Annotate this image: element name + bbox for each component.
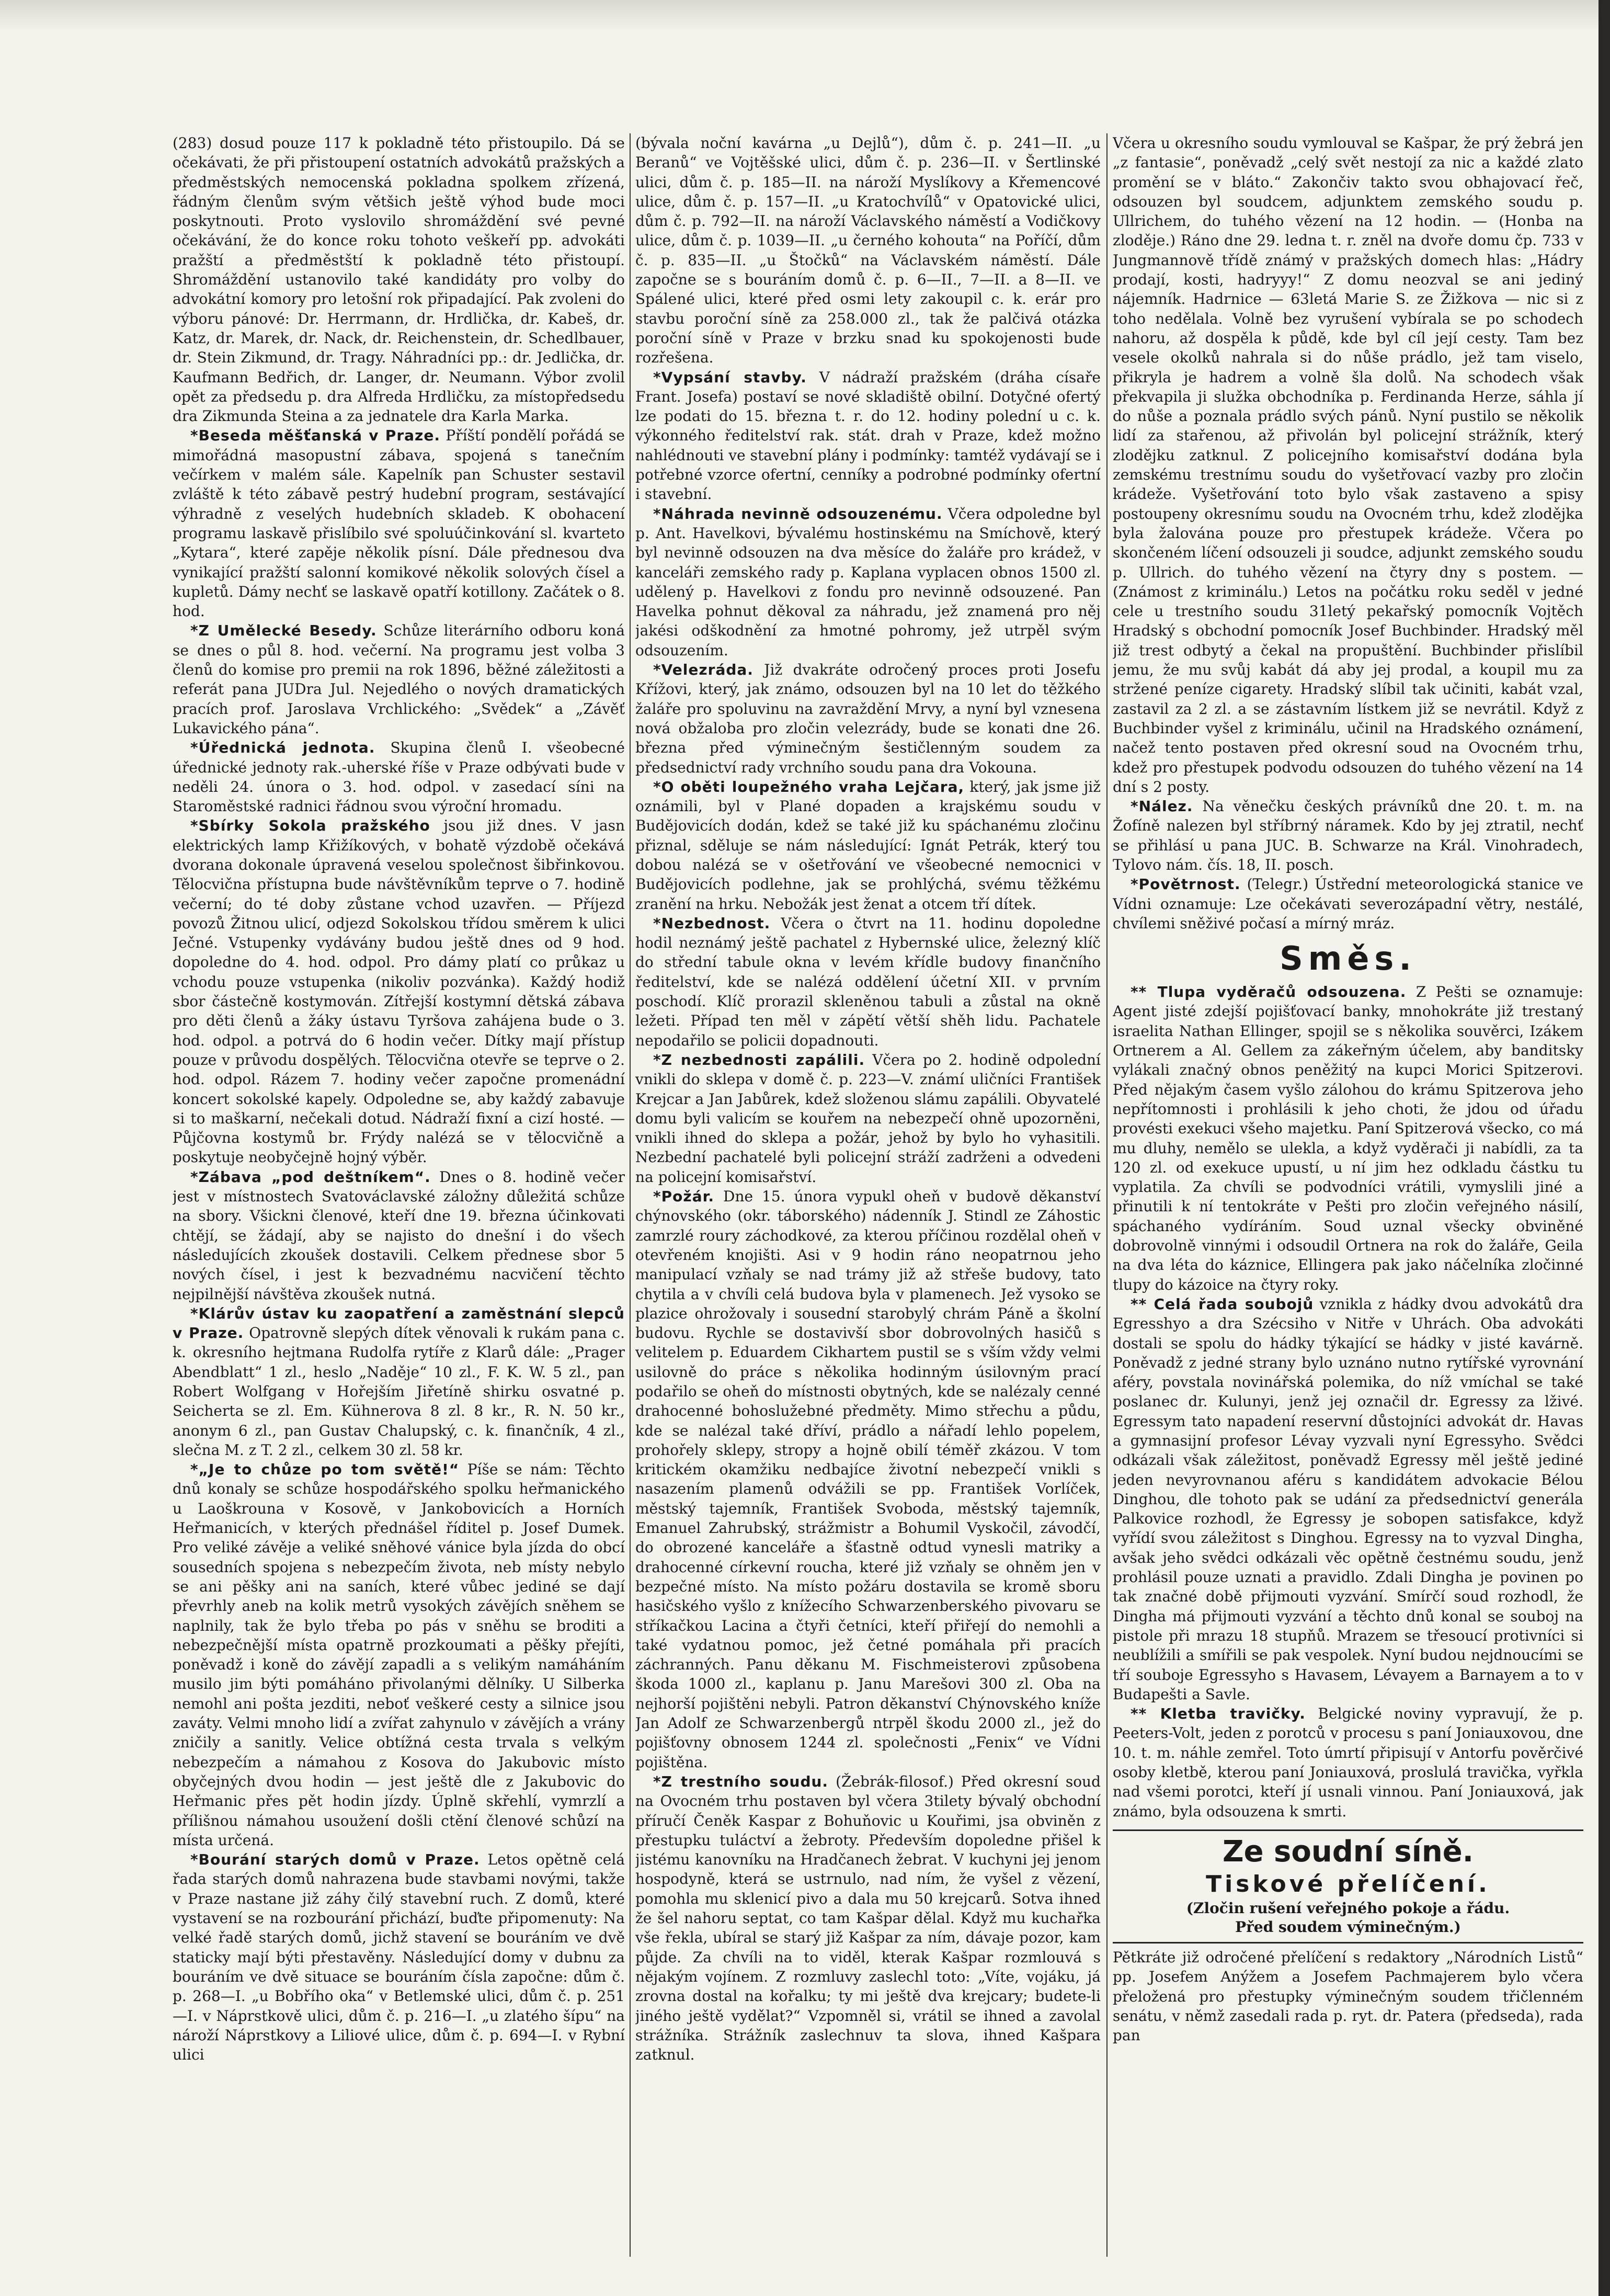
article-paragraph: [173, 426, 625, 621]
article-headline: *Klárův ústav ku zaopatření a zaměstnání slepců v Praze.: [173, 1304, 625, 1342]
article-text: Již dvakráte odročený proces proti Josefu Křížovi, který, jak známo, odsouzen byl na 10 let do těžkého žaláře pro spoluvinu na zavraždění Mrvy, a nyní byl vznesena nová obžaloba pro zločin velezrády, bude se konati dne 26. března před výminečným šestičlenným soudem za předsednictví rady vrchního soudu pana dra Vokouna.: [635, 661, 1101, 776]
article-headline: *Bourání starých domů v Praze.: [190, 1851, 480, 1869]
article-paragraph: [173, 1850, 625, 2064]
article-text: Píše se nám: Těchto dnů konaly se schůze hospodářského spolku heřmanického u Laoškrouna v Kosově, v Jankobovicích a Horních Heřmanicích, v kterých přednášel říditel p. Josef Dumek. Pro veliké závěje a veliké sněhové vánice byla jízda do obcí sousedních spojena s nebezpečím života, neb místy nebylo se ani pěšky ani na saních, které vůbec jediné se dají převrhly aneb na kolik metrů vysokých závějích sněhem se naplnily, tak že bylo třeba po pás v sněhu se broditi a nebezpečnější místa opatrně prozkoumati a pěšky přejíti, poněvadž i koně do závějí zapadli a s velikým namáháním musilo jim býti pomáháno přivolanými dělníky. U Silberka nemohl ani pošta jezditi, neboť veškeré cesty a silnice jsou zaváty. Velmi mnoho lidí a zvířat zahynulo v závějích a vrány zničily a sanitly. Velice obtížná cesta trvala s velkým nebezpečím a námahou z Kosova do Jakubovic místo obyčejných dvou hodin — jest ještě dle z Jakubovic do Heřmanic přes pět hodin jízdy. Úplně skřehlí, vymrzlí a přílišnou námahou usoužení došli ctění členové schůzí na místa určená.: [173, 1461, 625, 1849]
article-headline: *Úřednická jednota.: [190, 739, 375, 757]
article-paragraph: [1113, 874, 1583, 933]
article-text: Skupina členů I. všeobecné úřednické jednoty rak.-uherské říše v Praze odbývati bude v neděli 24. února o 3. hod. odpol. v zasedací síni na Staroměstské radnici řádnou svou výroční hromadu.: [173, 739, 625, 815]
article-text: (Telegr.) Ústřední meteorologická stanice ve Vídni oznamuje: Lze očekávati severozápadní větry, nestálé, chvílemi sněživé počasí a mírný mráz.: [1113, 876, 1583, 932]
article-headline: *Nález.: [1131, 798, 1193, 815]
article-paragraph: [1113, 1704, 1583, 1821]
article-text: Včera po 2. hodině odpolední vnikli do sklepa v domě č. p. 223—V. známí uličníci František Krejcar a Jan Jabůrek, kdež složenou slámu zapálili. Obyvatelé domu byli valicím se kouřem na nebezpečí ohně upozorněni, vnikli ihned do sklepa a požár, jehož by bylo ho vyhasitili. Nezbední pachatelé byli policejní stráží zadrženi a odvedeni na policejní komisařství.: [635, 1051, 1101, 1186]
article-paragraph: [635, 1187, 1101, 1772]
article-paragraph: [635, 914, 1101, 1050]
article-headline: ** Tlupa vyděračů odsouzena.: [1131, 983, 1407, 1001]
article-headline: *Beseda měšťanská v Praze.: [190, 427, 440, 445]
article-text: Dnes o 8. hodině večer jest v místnostech Svatováclavské záložny důležitá schůze na sbory. Všickni členové, kteří dne 19. března účinkovati chtějí, se žádají, aby se najisto do dnešní i do všech následujících zkoušek dostavili. Celkem přednese sbor 5 nových čísel, i jest k bezvadnému nacvičení těchto nejpilnější návštěva zkoušek nutná.: [173, 1168, 625, 1303]
article-paragraph: [635, 133, 1101, 368]
article-paragraph: [173, 1167, 625, 1304]
article-paragraph: [173, 738, 625, 816]
article-text: Letos opětně celá řada starých domů nahrazena bude stavbami novými, takže v Praze nastane již záhy čilý stavební ruch. Z domů, které vystavení se na rozbourání přichází, buďte připomenuty: Na velké řadě starých domů, jichž stavení se bouráním ve dvě staticky mají býti přestavěny. Následující domy v dubnu za bouráním ve dvě situace se bouráním čísla započne: dům č. p. 268—I. „u Bobřího oka“ v Betlemské ulici, dům č. p. 251—I. v Náprstkově ulici, dům č. p. 216—I. „u zlatého šípu“ na nároží Náprstkovy a Liliové ulice, dům č. p. 694—I. v Rybní ulici: [173, 1851, 625, 2064]
article-paragraph: [1113, 133, 1583, 797]
article-text: (bývala noční kavárna „u Dejlů“), dům č. p. 241—II. „u Beranů“ ve Vojtěšské ulici, dům č. p. 236—II. v Šertlinské ulici, dům č. p. 185—II. na nároží Myslíkovy a Křemencové ulice, dům č. p. 157—II. „u Kratochvílů“ v Opatovické ulici, dům č. p. 792—II. na nároží Václavského náměstí a Vodičkovy ulice, dům č. p. 1039—II. „u černého kohouta“ na Poříčí, dům č. p. 835—II. „u Štočků“ na Václavském náměstí. Dále započne se s bouráním domů č. p. 6—II., 7—II. a 8—II. ve Spálené ulici, které před osmi lety zakoupil c. k. erár pro stavbu poroční síně za 258.000 zl., tak že palčivá otázka poroční síně v Praze v brzku snad ku spokojenosti bude rozřešena.: [635, 134, 1101, 367]
article-headline: *O oběti loupežného vraha Lejčara,: [653, 778, 965, 795]
column-3: [1113, 133, 1583, 2275]
article-text: vznikla z hádky dvou advokátů dra Egresshyo a dra Szécsiho v Nitře v Uhrách. Oba advokáti dostali se spolu do hádky týkající se hádky v jisté kavárně. Poněvadž z jedné strany bylo uznáno nutno rytířské vyrovnání aféry, povstala novinářská polemika, do níž vmíchal se také poslanec dr. Kulunyi, jenž jej označil dr. Egressy za lživé. Egressym tato napadení reservní důstojníci advokát dr. Havas a gymnasijní profesor Lévay vyzvali nyní Egressyho. Svědci odkázali však záležitost, poněvadž Egressy měl ještě jediné jeden nevyrovnanou aféru s kandidátem advokacie Bélou Dinghou, dle tohoto pak se udání za předsednictví generála Palkovice rozhodl, že Egressy je sobopen satisfakce, když vyřídí svou záležitost s Dinghou. Egressy na to vyzval Dingha, avšak jeho svědci odkázali věc opětně čestnému soudu, jenž prohlásil pouze uznati a pravidlo. Zdali Dingha je povinen po tak značné době přijmouti vyzvání. Smírčí soud rozhodl, že Dingha má přijmouti vyzvání a těchto dnů konal se souboj na pistole při mrazu 18 stupňů. Mrazem se třesoucí protivníci si neublížili a smířili se pak vespolek. Nyní budou nejdnoucími se tří souboje Egressyho s Havasem, Lévayem a Barnayem a to v Budapešti a Savle.: [1113, 1295, 1583, 1703]
article-headline: *Náhrada nevinně odsouzenému.: [653, 505, 943, 522]
article-text: Pětkráte již odročené přelíčení s redaktory „Národních Listů“ pp. Josefem Anýžem a Josefem Pachmajerem bylo včera přeložená pro přestupky výminečným soudem třičlenném senátu, v němž zasedali rada p. ryt. dr. Patera (předseda), rada pan: [1113, 1948, 1583, 2044]
court-header-line3: (Zločin rušení veřejného pokoje a řádu.: [1186, 1899, 1510, 1917]
article-text: Příští pondělí pořádá se mimořádná masopustní zábava, spojená s tanečním večírkem v malém sále. Kapelník pan Schuster sestavil zvláště k této zábavě pestrý hudební program, sestávající výhradně z veselých hudebních skladeb. K obohacení programu laskavě přislíbilo své spoluúčinkování sl. kvarteto „Kytara“, které zapěje několik písní. Dále přednesou dva vynikající pražští salonní komikové několik solových čísel a kupletů. Dámy nechť se laskavě opatří kotillony. Začátek o 8. hod.: [173, 427, 625, 620]
scan-edge-shadow: [1598, 0, 1610, 2296]
article-paragraph: [635, 368, 1101, 504]
column-1: [173, 133, 625, 2275]
article-paragraph: [1113, 1948, 1583, 2045]
article-text: V nádraží pražském (dráha císaře Frant. Josefa) postaví se nové skladiště obilní. Dotyčné ofertý lze podati do 15. března t. r. do 12. hodiny polední u c. k. výkonného ředitelství rak. stát. drah v Praze, kdež možno nahlédnouti ve stavební plány i podmínky: tamtéž vydávají se i potřebné vzorce ofertní, cenníky a podrobné podmínky ofertní i stavební.: [635, 368, 1101, 503]
section-title: Směs.: [1280, 939, 1417, 978]
article-text: (283) dosud pouze 117 k pokladně této přistoupilo. Dá se očekávati, že při přistoupení ostatních advokátů pražských a předměstských nemocenská pokladna spolkem zřízená, řádným členům svým většich ještě výhod bude moci poskytnouti. Proto vyslovilo shromáždění své pevné očekávání, že do konce roku tohoto veškeří pp. advokáti pražští a předměstští k pokladně této přistoupí. Shromáždění ustanovilo také kandidáty pro volby do advokátní komory pro letošní rok připadající. Pak zvoleni do výboru pánové: Dr. Herrmann, dr. Hrdlička, dr. Kabeš, dr. Katz, dr. Marek, dr. Nack, dr. Reichenstein, dr. Schedlbauer, dr. Stein Zikmund, dr. Tragy. Náhradníci pp.: dr. Jedlička, dr. Kaufmann Bedřich, dr. Langer, dr. Neumann. Výbor zvolil opět za předsedu p. dra Alfreda Hrdličku, za místopředsedu dra Zikmunda Steina a za jednatele dra Karla Marka.: [173, 134, 625, 425]
column-rule: [630, 133, 631, 2257]
article-text: Schůze literárního odboru koná se dnes o půl 8. hod. večerní. Na programu jest volba 3 členů do komise pro premii na rok 1896, běžné záležitosti a referát pana JUDra Jul. Nejedlého o nových dramatických pracích prof. Jaroslava Vrchlického: „Svědek“ a „Závěť Lukavického pána“.: [173, 622, 625, 737]
court-header-line2: Tiskové přelíčení.: [1206, 1870, 1490, 1897]
article-text: Včera odpoledne byl p. Ant. Havelkovi, bývalému hostinskému na Smíchově, který byl nevinně odsouzen na dva měsíce do žaláře pro krádež, v kanceláři zemského rady p. Kaplana vyplacen obnos 1500 zl. udělený p. Havelkovi z fondu pro nevinně odsouzené. Pan Havelka pohnut děkoval za náhradu, jež znamená pro něj jakési odškodnění za hmotné pohromy, jež utrpěl svým odsouzením.: [635, 505, 1101, 659]
article-text: Opatrovně slepých dítek věnovali k rukám pana c. k. okresního hejtmana Rudolfa rytíře z Klarů dále: „Prager Abendblatt“ 1 zl., heslo „Naděje“ 10 zl., F. K. W. 5 zl., pan Robert Wolfgang v Hořejším Jiřetíně shirku osvatné p. Seicherta se zl. Em. Kühnerova 8 zl. 8 kr., R. N. 50 kr., anonym 6 zl., pan Gustav Chalupský, c. k. finančník, 4 zl., slečna M. z T. 2 zl., celkem 30 zl. 58 kr.: [173, 1324, 625, 1459]
article-paragraph: [173, 1460, 625, 1850]
article-text: Z Pešti se oznamuje: Agent jisté zdejší pojišťovací banky, mnohokráte již trestaný israelita Nathan Ellinger, spojil se s několika souvěrci, Izákem Ortnerem a Al. Gellem za zákeřným účelem, aby banditsky vylákali značný obnos peněžitý na kupci Morici Spitzerovi. Před nějakým časem vyšlo zálohou do krámu Spitzerova jeho nepřítomnosti i prohlásili k jeho choti, že jdou od úřadu provésti exekuci všeho majetku. Paní Spitzerová všecko, co má mu dluhy, nemělo se ulekla, a když vyděrači ji nabídli, za ta 120 zl. od exekuce upustí, u ní jim hez odkladu částku tu vyplatila. Za chvíli se podvodníci vrátili, vymyslili jiné a přinutili k ní tentokráte v Pešti pro zločin veřejného násilí, spáchaného vydíráním. Soud uznal všecky obviněné dobrovolně vinnými i odsoudil Ortnera na rok do žaláře, Geila na dva léta do káznice, Ellingera pak jako náčelníka zločinné tlupy do kázoice na čtyry roky.: [1113, 983, 1583, 1293]
article-paragraph: [635, 504, 1101, 660]
article-paragraph: [173, 133, 625, 426]
article-text: Na věnečku českých právníků dne 20. t. m. na Žofíně nalezen byl stříbrný náramek. Kdo by jej ztratil, nechť se přihlásí u pana JUC. B. Schwarze na Král. Vinohradech, Tylovo nám. čís. 18, II. posch.: [1113, 798, 1583, 873]
article-text: Dne 15. února vypukl oheň v budově děkanství chýnovského (okr. táborského) nádenník J. Stindl ze Záhostic zamrzlé roury záchodkové, za kterou příčinou rozdělal oheň v otevřeném knojišti. Asi v 9 hodin ráno neopatrnou jeho manipulací vzňaly se nad trámy již až střeše budovy, tato chytila a v chvíli celá budova byla v plamenech. Jež vysoko se plazice ohrožovaly i sousední starobylý chrám Páně a školní budovu. Rychle se dostavivší sbor dobrovolných hasičů s velitelem p. Eduardem Cikhartem pustil se s vším vždy velmi usilovně do práce s několika hodinným úsilovným prací podařilo se oheň do místnosti obytných, kde se nalézaly cenné drahocenné bohoslužebné předměty. Mimo střechu a půdu, kde se nalézal také dříví, prádlo a nářadí lehlo popelem, prohořely sklepy, stropy a hojně obilí téměř zkázou. V tom kritickém okamžiku nedbajíce životní nebezpečí vnikli s nasazením plamenů odvážili se pp. František Vorlíček, městský tajemník, František Svoboda, městský tajemník, Emanuel Zahrubský, strážmistr a Bohumil Vyskočil, závodčí, do obrozené kanceláře a šťastně odtud vynesli matriky a drahocenné církevní roucha, které již vzňaly se ohněm jen v bezpečné místo. Na místo požáru dostavila se kromě sboru hasičského vyšlo z knížecího Schwarzenberského pivovaru se stříkačkou Lacina a čtyři četníci, kteří přiřejí do nemohli a také vydatnou pomoc, jež četné pomáhala při pracích záchranných. Panu děkanu M. Fischmeisterovi způsobena škoda 1000 zl., kaplanu p. Janu Marešovi 300 zl. Oba na nejhorší pojištěni nebyli. Patron děkanství Chýnovského kníže Jan Adolf ze Schwarzenbergů ntrpěl škodu 2000 zl., jež do pojišťovny obnosem 1244 zl. společnosti „Fenix“ ve Vídni pojištěna.: [635, 1188, 1101, 1771]
column-2: [635, 133, 1101, 2275]
article-paragraph: [635, 1772, 1101, 2064]
article-headline: *Vypsání stavby.: [653, 368, 807, 386]
article-headline: *Zábava „pod deštníkem“.: [190, 1168, 431, 1186]
article-text: který, jak jsme již oznámili, byl v Plané dopaden a krajskému soudu v Budějovicích dodán, kdež se také již ku spáchanému zločinu přiznal, sděluje se nám následující: Ignát Petrák, který tou dobou nalézá se v ošetřování ve všeobecné nemocnici v Budějovicích podlehne, jak se prohlýchá, svému těžkému zranění na hrku. Nebožák jest ženat a otcem tří dítek.: [635, 778, 1101, 913]
article-headline: *Z nezbednosti zapálili.: [653, 1051, 865, 1069]
article-text: Belgické noviny vypravují, že p. Peeters-Volt, jeden z porotců v procesu s paní Joniauxovou, dne 10. t. m. náhle zemřel. Toto úmrtí připisují v Antorfu pověrčivé osoby kletbě, kterou paní Joniauxová, proslulá travička, vyřkla nad všemi porotci, kteří jí usnali vinnou. Paní Joniauxová, jak známo, byla odsouzena k smrti.: [1113, 1705, 1583, 1820]
scan-margin-top: [0, 0, 1610, 31]
article-text: (Žebrák-filosof.) Před okresní soud na Ovocném trhu postaven byl včera 3tilety bývalý obchodní příručí Čeněk Kaspar z Bohuňovic u Kouřimi, jsa obviněn z přestupku tuláctví a žebroty. Především dopoledne přišel k jistému kanovníku na Hradčanech žebrat. V kuchyni jej jenom hospodyně, která se ustrnulo, nad ním, že vyšel z vězení, pomohla mu sklenicí pivo a dala mu 50 krejcarů. Sotva ihned že šel nahoru septat, co tam Kašpar dělal. Když mu kuchařka vše řekla, ubíral se starý již Kašpar za ním, dávaje pozor, kam půjde. Za chvíli na to viděl, kterak Kašpar rozmlouvá s nějakým vojínem. Z rozmluvy zaslechl toto: „Víte, vojáku, já zrovna dostal na kořalku; ty mi ještě dva krejcary; budete-li jiného ještě vydělat?“ Vzpomněl si, vrátil se ihned a zavolal strážníka. Strážník zaslechnuv ta slova, ihned Kašpara zatknul.: [635, 1772, 1101, 2064]
article-headline: ** Kletba travičky.: [1131, 1705, 1306, 1723]
article-headline: *Povětrnost.: [1131, 876, 1241, 893]
article-paragraph: [1113, 1294, 1583, 1704]
article-headline: *Z trestního soudu.: [653, 1772, 829, 1790]
article-headline: *Z Umělecké Besedy.: [190, 622, 377, 640]
court-header-line1: Ze soudní síně.: [1222, 1834, 1474, 1869]
article-paragraph: [635, 1050, 1101, 1187]
article-text: Včera o čtvrt na 11. hodinu dopoledne hodil neznámý ještě pachatel z Hybernské ulice, železný klíč do střední tabule okna v levém křídle budovy finančního ředitelství, kde se nalézá oddělení účetní XII. v prvním poschodí. Klíč prorazil skleněnou tabuli a zůstal na okně ležeti. Případ ten měl v zápětí větší shěh lidu. Pachatele nepodařilo se policii dopadnouti.: [635, 914, 1101, 1049]
court-section-header: [1113, 1829, 1583, 1943]
article-paragraph: [173, 621, 625, 738]
article-headline: *Nezbednost.: [653, 914, 771, 932]
column-rule: [1106, 133, 1107, 2257]
article-headline: *„Je to chůze po tom světě!“: [190, 1461, 460, 1479]
article-paragraph: [1113, 982, 1583, 1294]
article-headline: *Požár.: [653, 1188, 715, 1206]
court-header-line4: Před soudem výminečným.): [1235, 1918, 1461, 1936]
article-text: jsou již dnes. V jasn elektrických lamp Křižíkových, v bohatě výzdobě očekává dvorana dokonale úpravená veselou společnost šibřinkovou. Tělocvična přístupna bude návštěvníkům teprve o 7. hodině večerní; do té doby zůstane vchod uzavřen. — Příjezd povozů Žitnou ulicí, odjezd Sokolskou třídou směrem k ulici Ječné. Vstupenky vydávány budou ještě dnes od 9 hod. dopoledne do 4. hod. odpol. Pro dámy platí co průkaz u vchodu pouze vstupenka (nikoliv pozvánka). Každý hodiž sbor částečně kostymován. Zítřejší kostymní dětská zábava pro děti členů a žáky ústavu Tyršova zahájena bude o 3. hod. odpol. a potrvá do 6 hodin večer. Dítky mají přístup pouze v průvodu dospělých. Tělocvična otevře se teprve o 2. hod. odpol. Rázem 7. hodiny večer započne promenádní koncert sokolské kapely. Odpoledne se, aby každý zabavuje si to maškarní, nečekali dotud. Nádraží fixní a cizí hosté. — Půjčovna kostymů br. Frýdy nalézá se v tělocvičně a poskytuje neobyčejně hojný výběr.: [173, 817, 625, 1166]
article-text: Včera u okresního soudu vymlouval se Kašpar, že prý žebrá jen „z fantasie“, poněvadž „celý svět nestojí za nic a každé zlato promění se v bláto.“ Zakončiv takto svou obhajovací řeč, odsouzen byl soudcem, adjunktem zemského soudu p. Ullrichem, do tuhého vězení na 12 hodin. — (Honba na zloděje.) Ráno dne 29. ledna t. r. zněl na dvoře domu čp. 733 v Jungmannově třídě známý v pražských domech hlas: „Hádry prodají, kosti, hadryyy!“ Z domu neozval se ani jediný nájemník. Hadrnice — 63letá Marie S. ze Žižkova — nic si z toho nedělala. Volně bez vyrušení vybírala se po schodech nahoru, až dospěla k půdě, kde byl cíl její cesty. Tam bez vesele okolků nahrala si do nůše prádlo, jež tam viselo, přikryla je hadrem a volně šla dolů. Na schodech však překvapila ji služka obchodníka p. Ferdinanda Herze, sáhla jí do nůše a poznala prádlo svých pánů. Nyní pustilo se několik lidí za stařenou, až přivolán byl policejní strážník, který zlodějku zatknul. Z policejního komisařství dodána byla zemskému trestnímu soudu do vyšetřovací vazby pro zločin krádeže. Vyšetřování toto bylo však zastaveno a spisy postoupeny okresnímu soudu na Ovocném trhu, kdež zlodějka byla žalována pouze pro přestupek krádeže. Včera po skončeném líčení odsouzeli ji soudce, adjunkt zemského soudu p. Ullrich. do tuhého vězení na čtyry dny s postem. — (Známost z kriminálu.) Letos na počátku roku seděl v jedné cele u trestního soudu 31letý pekařský pomocník Vojtěch Hradský s obchodní pomocník Josef Buchbinder. Hradský měl již trest odbytý a čekal na propuštění. Buchbinder přislíbil jemu, že mu svůj kabát dá aby jej prodal, a koupil mu za stržené peníze cigarety. Hradský slíbil tak učiniti, kabát vzal, zastavil za 2 zl. a se zástavním lístkem již se nevrátil. Když z Buchbinder vyšel z kriminálu, učinil na Hradského oznámení, načež tento postaven před okresní soud na Ovocném trhu, kdež pro přestupek podvodu odsouzen do tuhého vězení na 14 dní s 2 posty.: [1113, 134, 1583, 795]
article-headline: *Velezráda.: [653, 661, 753, 679]
article-headline: ** Celá řada soubojů: [1131, 1295, 1314, 1313]
article-paragraph: [635, 777, 1101, 914]
article-headline: *Sbírky Sokola pražského: [190, 817, 430, 835]
article-paragraph: [1113, 797, 1583, 874]
article-paragraph: [173, 1304, 625, 1460]
article-paragraph: [635, 660, 1101, 777]
article-paragraph: [173, 816, 625, 1167]
